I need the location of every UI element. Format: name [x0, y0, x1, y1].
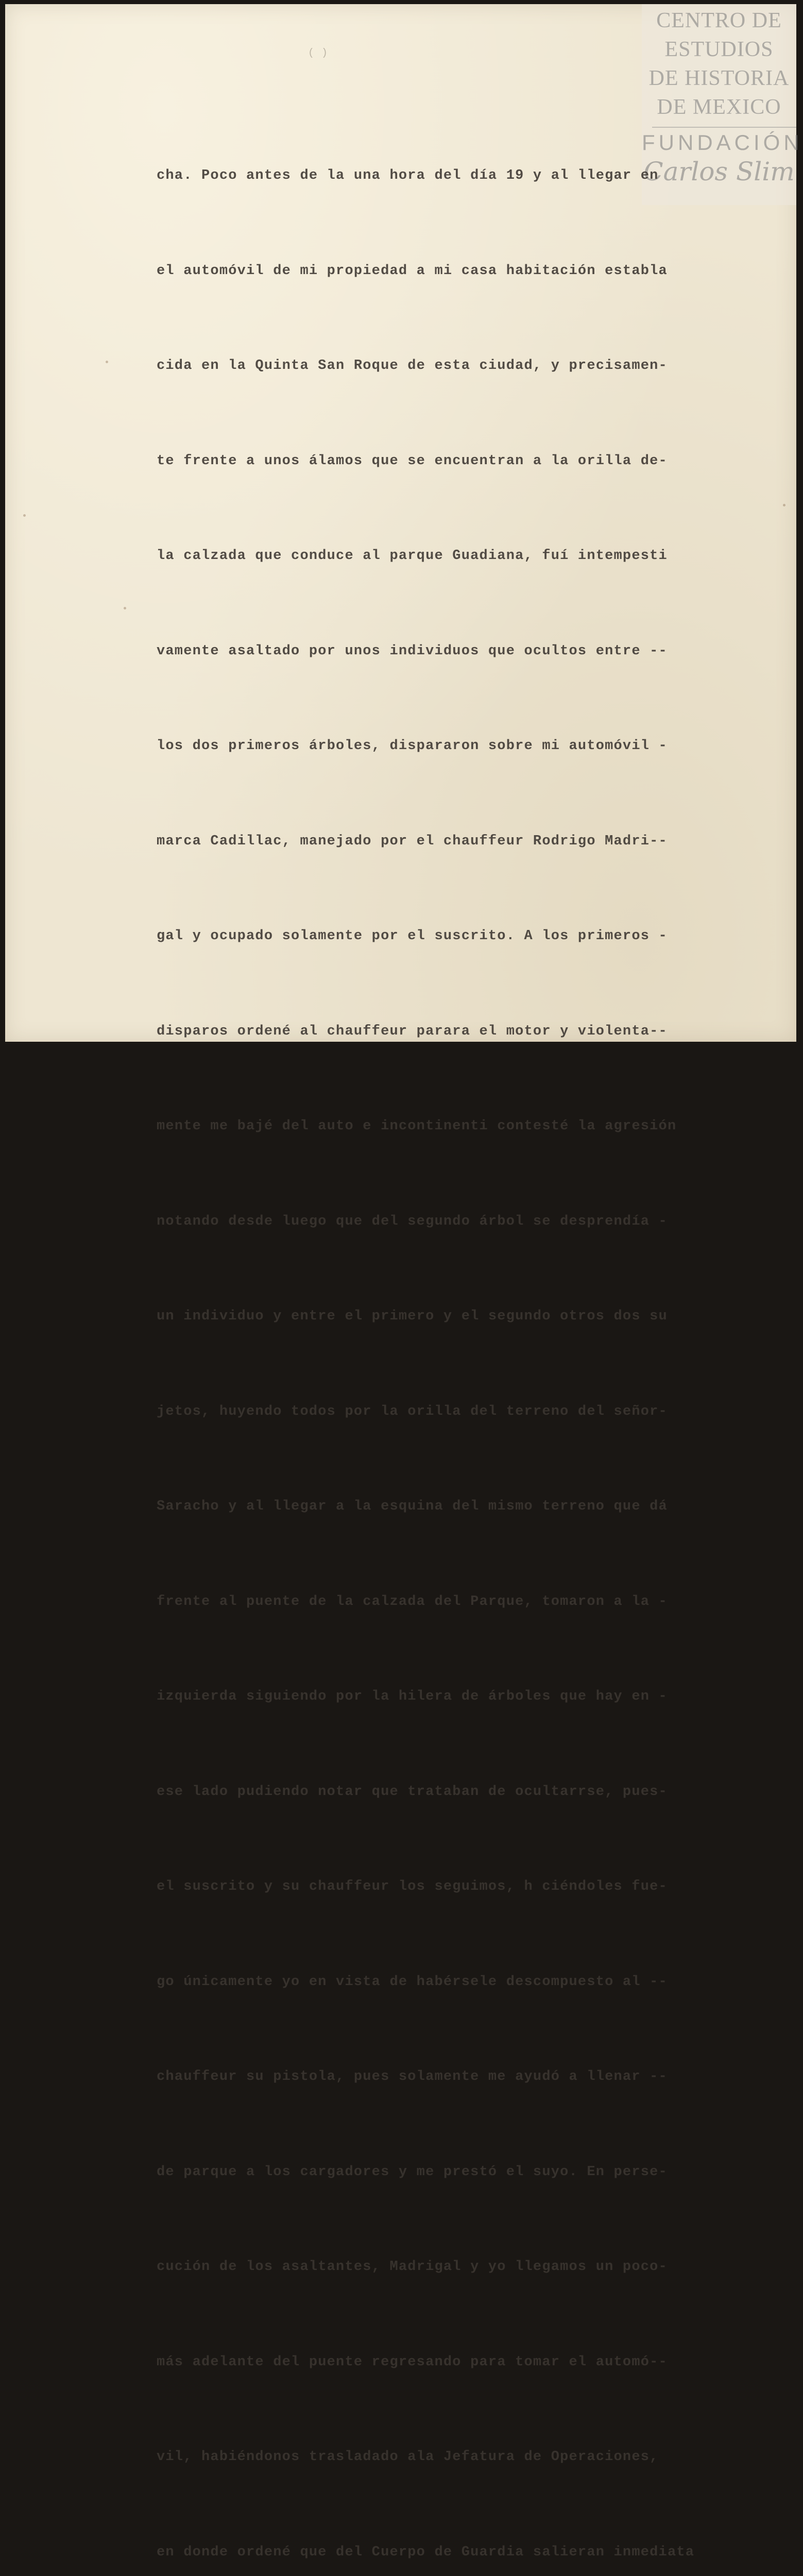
paper-speck [106, 361, 108, 363]
watermark-foundation: FUNDACIÓN [642, 130, 803, 155]
watermark-signature: Carlos Slim [643, 157, 795, 187]
watermark-line-4: DE MEXICO [657, 95, 781, 119]
paper-speck [124, 607, 126, 609]
watermark-line-2: ESTUDIOS [664, 38, 774, 61]
text-line: cha. Poco antes de la una hora del día 19 y al llegar en [157, 168, 659, 183]
text-line: el suscrito y su chauffeur los seguimos, h ciéndoles fue- [157, 1879, 668, 1894]
faint-header-mark: ( ) [308, 47, 329, 59]
text-line: cida en la Quinta San Roque de esta ciudad, y precisamen- [157, 358, 668, 374]
text-line: disparos ordené al chauffeur parara el motor y violenta-- [157, 1023, 668, 1039]
text-line: el automóvil de mi propiedad a mi casa habitación establa [157, 263, 668, 279]
watermark-line-3: DE HISTORIA [648, 66, 790, 90]
text-line: te frente a unos álamos que se encuentran a la orilla de- [157, 453, 668, 469]
text-line: Saracho y al llegar a la esquina del mismo terreno que dá [157, 1499, 668, 1514]
text-line: ese lado pudiendo notar que trataban de ocultarrse, pues- [157, 1784, 668, 1800]
typewritten-body [157, 97, 723, 2576]
text-line: marca Cadillac, manejado por el chauffeur Rodrigo Madri-- [157, 833, 668, 849]
text-line: en donde ordené que del Cuerpo de Guardia salieran inmediata [157, 2544, 695, 2560]
text-line: chauffeur su pistola, pues solamente me ayudó a llenar -- [157, 2069, 668, 2084]
paper-speck [23, 514, 26, 517]
text-line: la calzada que conduce al parque Guadiana, fuí intempesti [157, 548, 668, 564]
text-line: vil, habiéndonos trasladado ala Jefatura de Operaciones, [157, 2449, 659, 2465]
paper-speck [783, 504, 785, 506]
text-line: go únicamente yo en vista de habérsele descompuesto al -- [157, 1974, 668, 1990]
text-line: un individuo y entre el primero y el segundo otros dos su [157, 1309, 668, 1324]
text-line: jetos, huyendo todos por la orilla del terreno del señor- [157, 1403, 668, 1419]
document-page [5, 4, 803, 2560]
text-line: más adelante del puente regresando para tomar el automó-- [157, 2354, 668, 2370]
watermark-line-1: CENTRO DE [656, 9, 782, 32]
text-line: cución de los asaltantes, Madrigal y yo llegamos un poco- [157, 2259, 668, 2275]
text-line: de parque a los cargadores y me prestó el suyo. En perse- [157, 2164, 668, 2180]
text-line: notando desde luego que del segundo árbol se desprendía - [157, 1213, 668, 1229]
text-line: mente me bajé del auto e incontinenti contesté la agresión [157, 1118, 677, 1134]
text-line: izquierda siguiendo por la hilera de árboles que hay en - [157, 1689, 668, 1704]
text-line: frente al puente de la calzada del Parque, tomaron a la - [157, 1594, 668, 1609]
text-line: los dos primeros árboles, dispararon sobre mi automóvil - [157, 738, 668, 754]
text-line: gal y ocupado solamente por el suscrito. A los primeros - [157, 928, 668, 944]
text-line: vamente asaltado por unos individuos que ocultos entre -- [157, 643, 668, 659]
